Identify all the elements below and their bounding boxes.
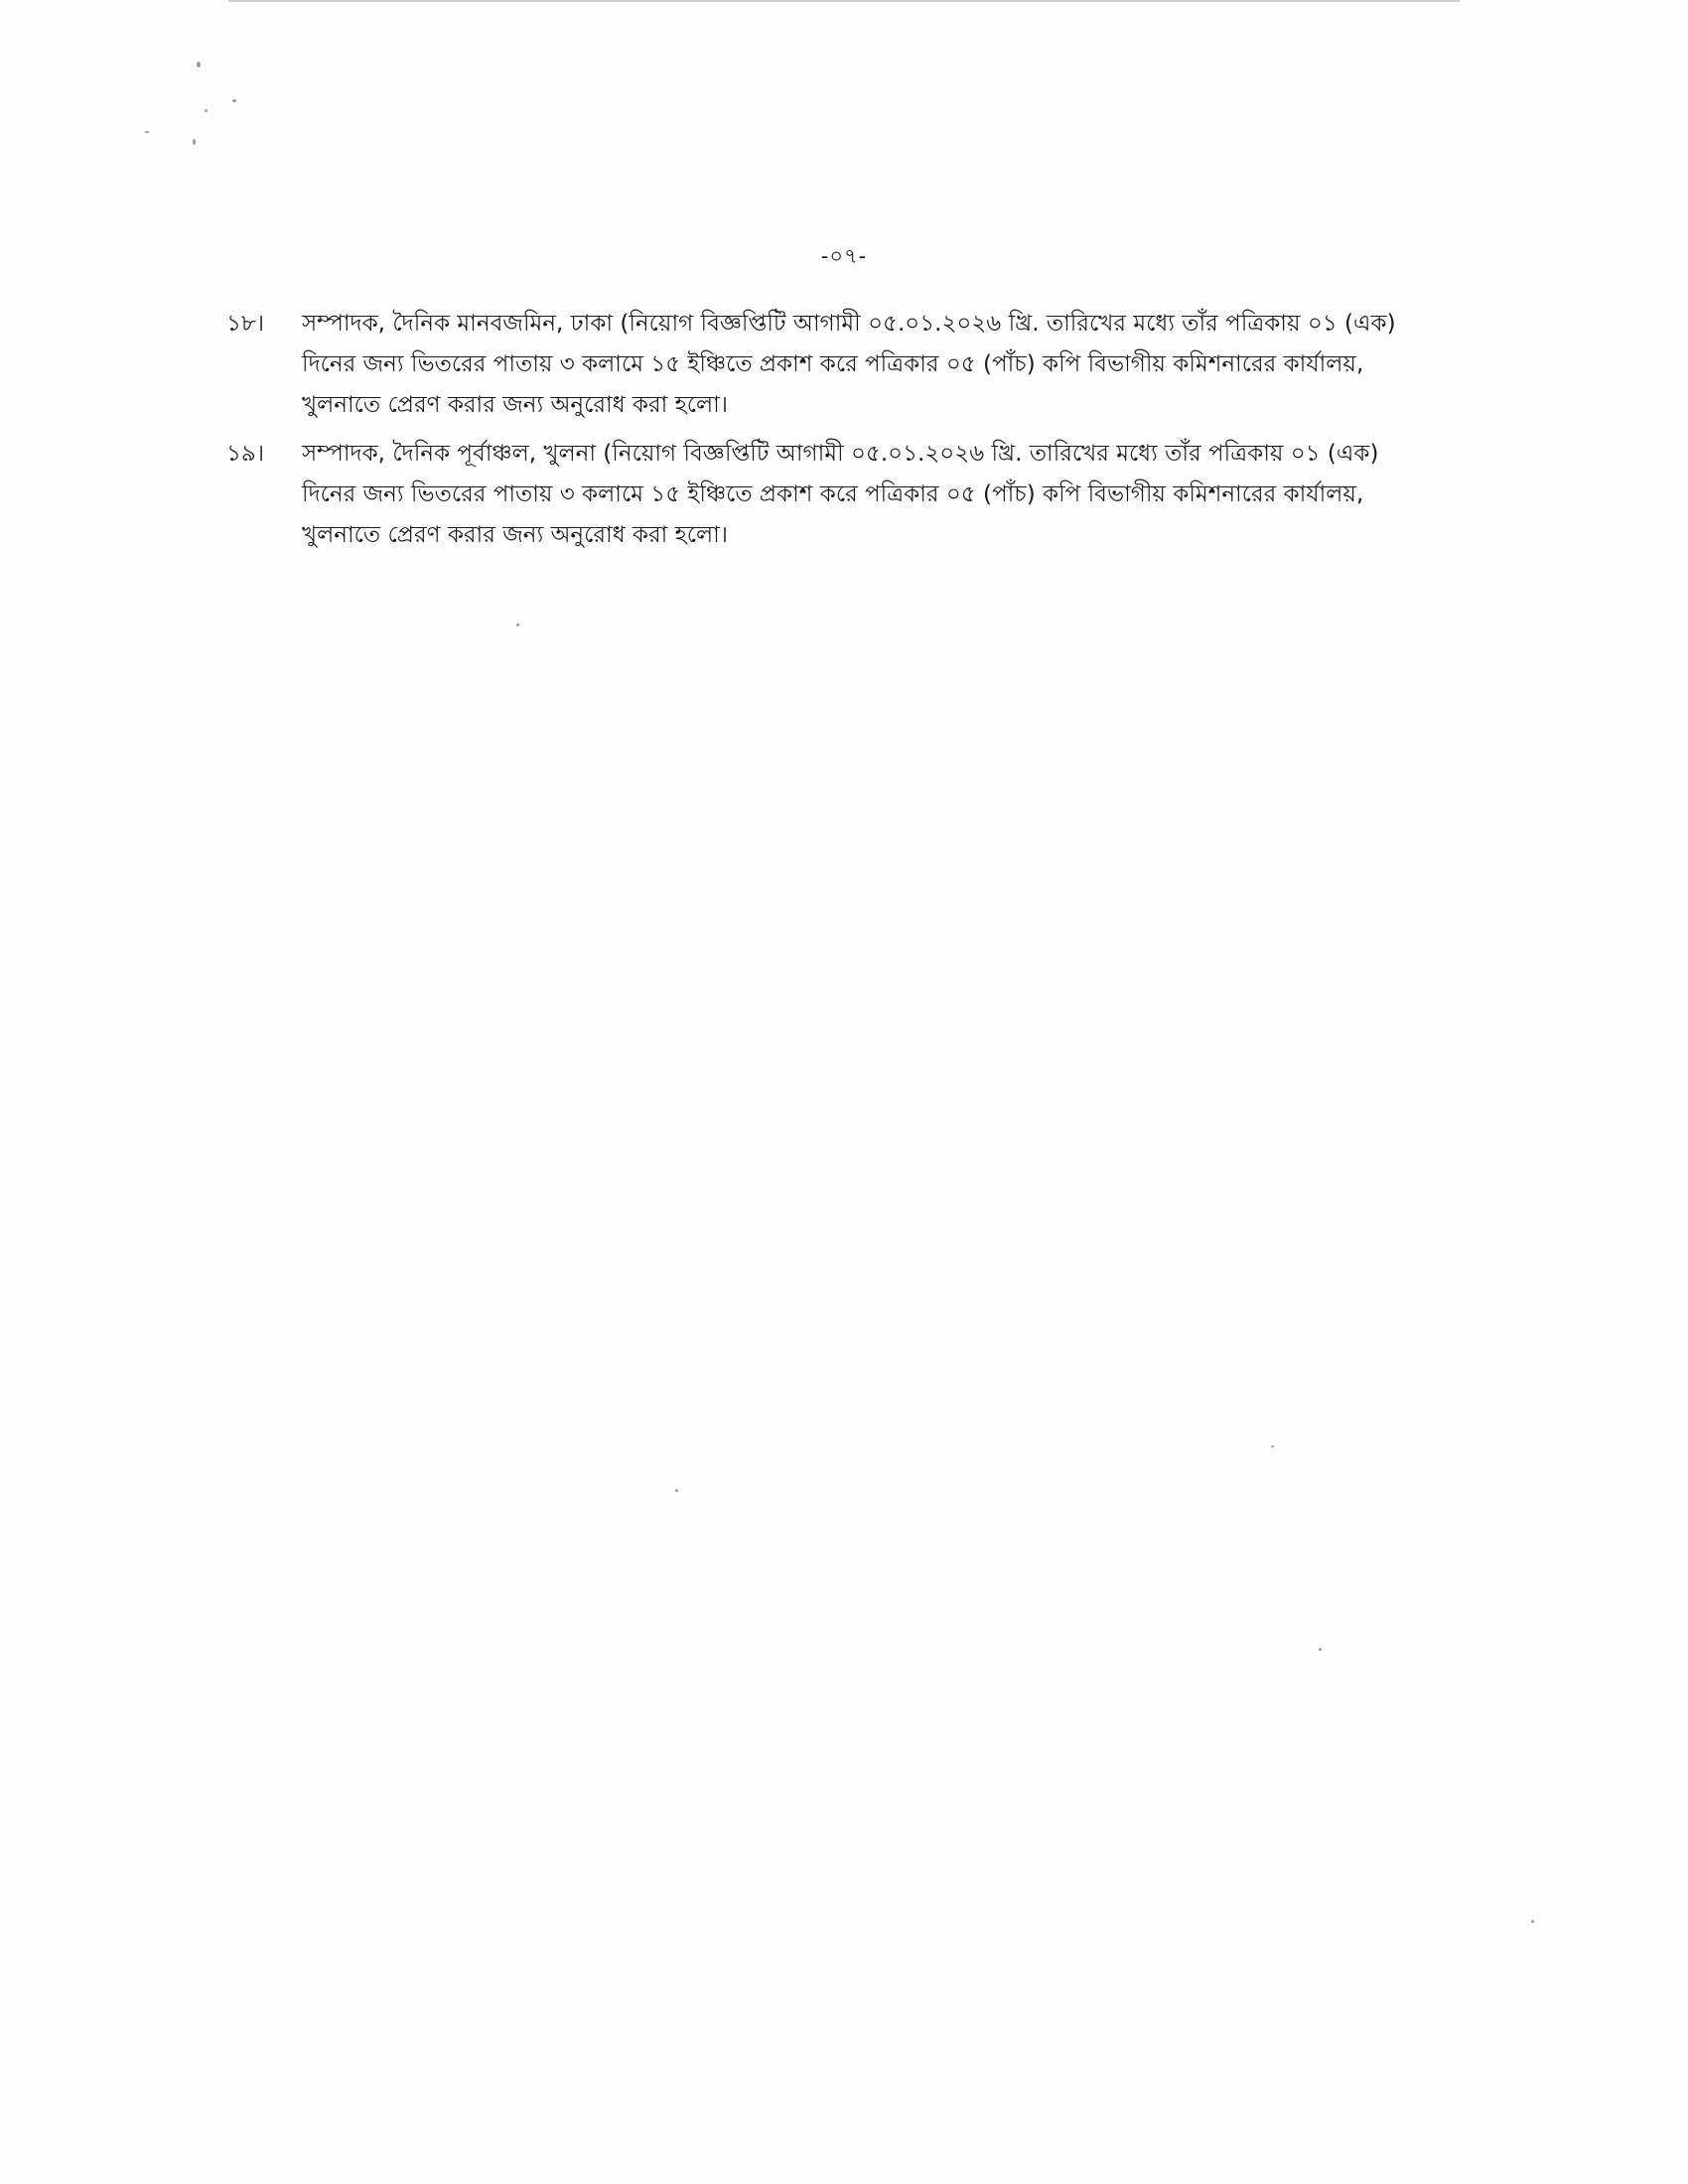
item-text-line: সম্পাদক, দৈনিক পূর্বাঞ্চল, খুলনা (নিয়োগ বিজ্ঞপ্তিটি আগামী ০৫.০১.২০২৬ খ্রি. তারিখের মধ্যে তাঁর পত্রিকায় ০১ (এক) — [302, 441, 1379, 467]
scan-speck — [1319, 1648, 1322, 1651]
notice-list — [226, 304, 1473, 564]
scan-speck — [197, 62, 201, 68]
page-top-edge — [228, 0, 1460, 2]
scan-speck — [1531, 1920, 1534, 1923]
scan-speck — [145, 131, 149, 133]
scan-speck — [232, 99, 236, 102]
item-number: ১৯। — [226, 441, 265, 467]
page-number: -০৭- — [820, 244, 868, 268]
scan-speck — [1271, 1445, 1274, 1447]
item-number: ১৮। — [226, 311, 265, 337]
scan-speck — [205, 109, 208, 112]
scan-speck — [193, 139, 196, 145]
list-item — [226, 304, 1473, 426]
scan-speck — [516, 623, 519, 626]
item-text-line: দিনের জন্য ভিতরের পাতায় ৩ কলামে ১৫ ইঞ্চিতে প্রকাশ করে পত্রিকার ০৫ (পাঁচ) কপি বিভাগীয় কমিশনারের কার্যালয়, — [302, 481, 1364, 507]
item-text-line: সম্পাদক, দৈনিক মানবজমিন, ঢাকা (নিয়োগ বিজ্ঞপ্তিটি আগামী ০৫.০১.২০২৬ খ্রি. তারিখের মধ্যে তাঁর পত্রিকায় ০১ (এক) — [302, 311, 1396, 337]
item-text-line: দিনের জন্য ভিতরের পাতায় ৩ কলামে ১৫ ইঞ্চিতে প্রকাশ করে পত্রিকার ০৫ (পাঁচ) কপি বিভাগীয় কমিশনারের কার্যালয়, — [302, 351, 1364, 377]
scan-speck — [675, 1489, 678, 1492]
item-text-line: খুলনাতে প্রেরণ করার জন্য অনুরোধ করা হলো। — [302, 392, 728, 418]
item-text-line: খুলনাতে প্রেরণ করার জন্য অনুরোধ করা হলো। — [302, 522, 728, 548]
list-item — [226, 434, 1473, 556]
